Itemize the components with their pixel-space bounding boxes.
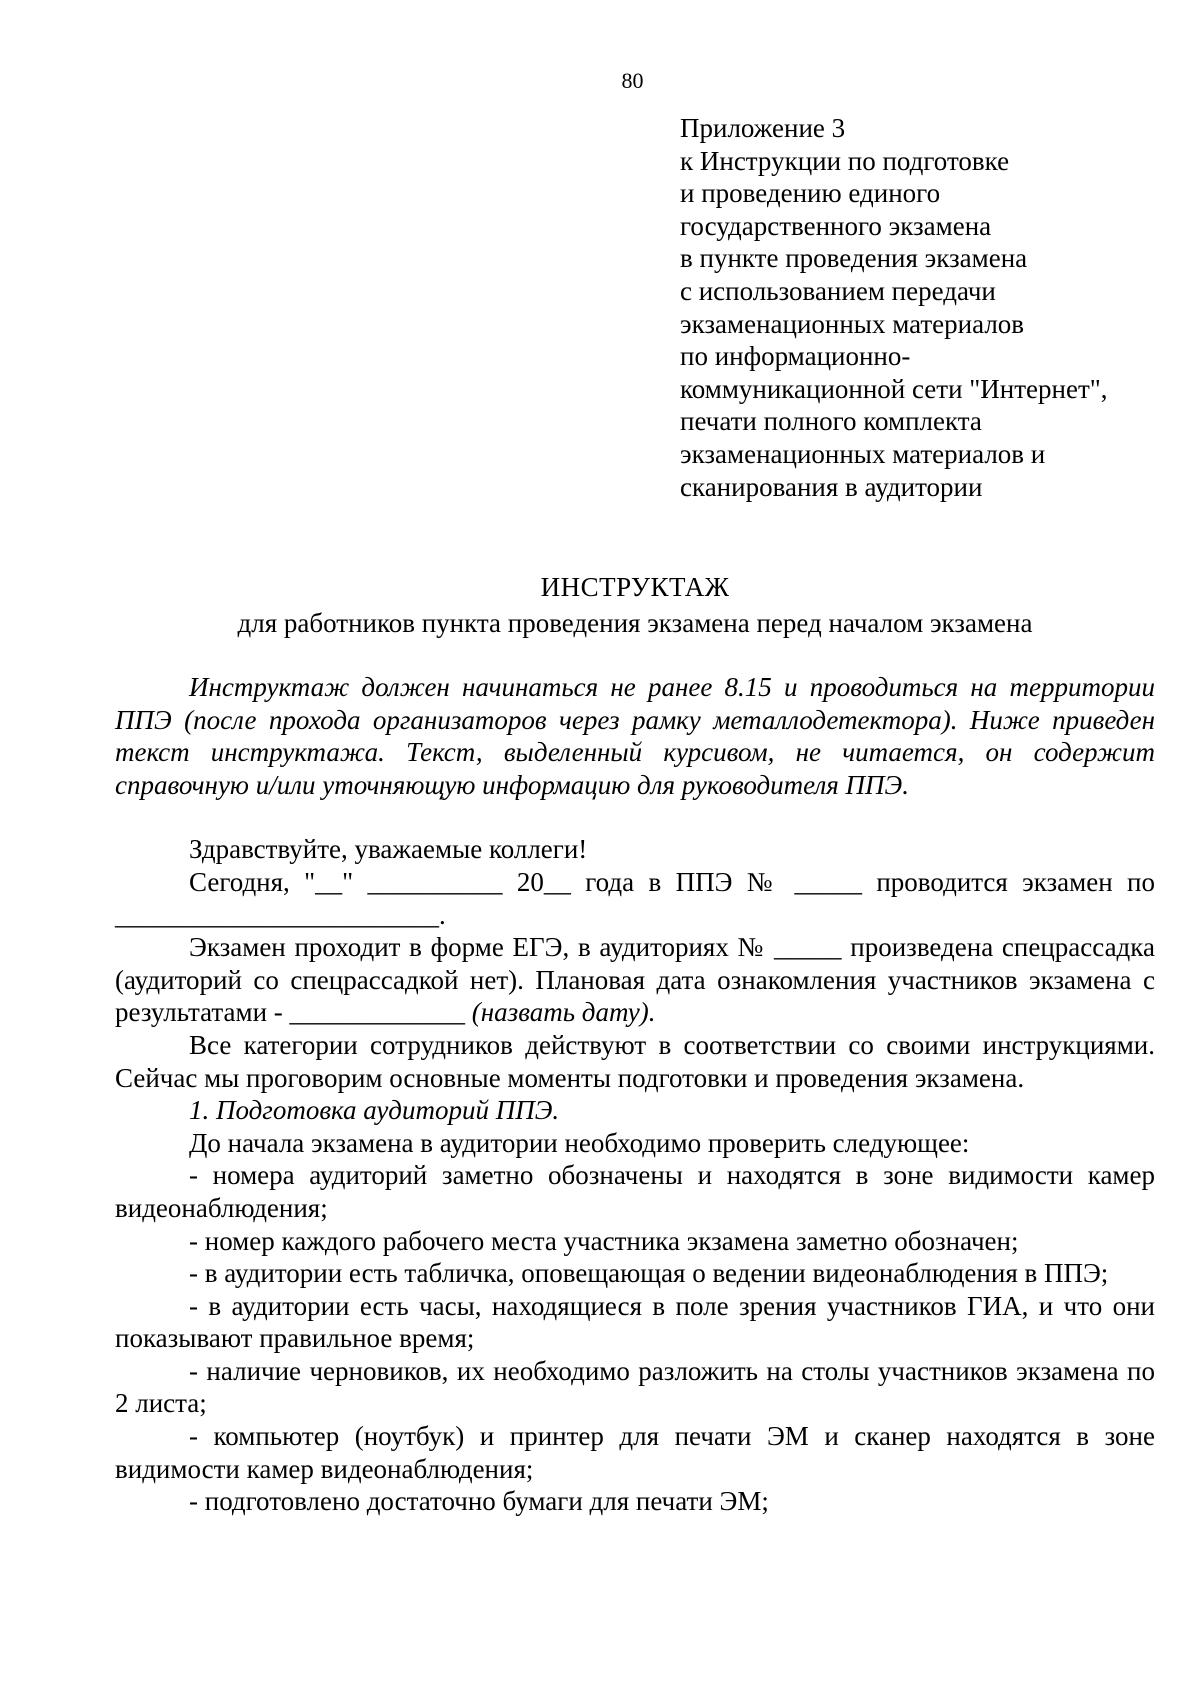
exam-form-italic: (назвать дату).	[471, 997, 656, 1028]
intro-note: Инструктаж должен начинаться не ранее 8.15 и проводиться на территории ППЭ (после прохода организаторов через рамку металлодетектора). Ниже приведен текст инструктажа. Текст, выделенный курсивом, не читается, он содержит справочную и/или уточняющую информацию для руководителя ППЭ.	[115, 672, 1155, 800]
exam-form-paragraph	[115, 931, 1155, 1029]
checklist-item: - в аудитории есть часы, находящиеся в поле зрения участников ГИА, и что они показывают правильное время;	[115, 1290, 1155, 1354]
page-number: 80	[621, 68, 644, 93]
appendix-line: с использованием передачи	[680, 275, 996, 306]
checklist-item: - в аудитории есть табличка, оповещающая о ведении видеонаблюдения в ППЭ;	[189, 1258, 1109, 1289]
appendix-line: Приложение 3	[680, 113, 846, 143]
checklist-item: - подготовлено достаточно бумаги для печати ЭМ;	[189, 1486, 769, 1517]
appendix-line: в пункте проведения экзамена	[680, 243, 1028, 274]
section-heading: 1. Подготовка аудиторий ППЭ.	[189, 1095, 560, 1126]
appendix-line: экзаменационных материалов и	[680, 438, 1046, 469]
check-intro: До начала экзамена в аудитории необходимо проверить следующее:	[189, 1127, 970, 1158]
document-subtitle: для работников пункта проведения экзамена перед началом экзамена	[237, 608, 1033, 638]
categories-paragraph: Все категории сотрудников действуют в соответствии со своими инструкциями. Сейчас мы проговорим основные моменты подготовки и проведения экзамена.	[115, 1029, 1155, 1093]
appendix-line: экзаменационных материалов	[680, 308, 1025, 339]
today-paragraph: Сегодня, "__" __________ 20__ года в ППЭ № _____ проводится экзамен по ________________________.	[115, 866, 1155, 930]
checklist-item: - компьютер (ноутбук) и принтер для печати ЭМ и сканер находятся в зоне видимости камер видеонаблюдения;	[115, 1421, 1155, 1484]
checklist-item: - номера аудиторий заметно обозначены и находятся в зоне видимости камер видеонаблюдения;	[115, 1160, 1155, 1223]
appendix-line: сканирования в аудитории	[680, 471, 983, 502]
exam-form-text: Экзамен проходит в форме ЕГЭ, в аудиториях № _____ произведена спецрассадка (аудиторий со спецрассадкой нет). Плановая дата ознакомления участников экзамена с результатами - _____________	[115, 932, 1155, 1028]
checklist-item: - номер каждого рабочего места участника экзамена заметно обозначен;	[189, 1225, 1019, 1256]
appendix-line: коммуникационной сети "Интернет",	[680, 373, 1108, 404]
appendix-line: по информационно-	[680, 341, 911, 372]
greeting-paragraph: Здравствуйте, уважаемые коллеги!	[189, 834, 588, 865]
document-body	[115, 671, 1155, 1518]
document-title: ИНСТРУКТАЖ	[540, 572, 730, 602]
appendix-line: государственного экзамена	[680, 210, 992, 241]
appendix-line: печати полного комплекта	[680, 406, 982, 437]
checklist-item: - наличие черновиков, их необходимо разложить на столы участников экзамена по 2 листа;	[115, 1355, 1155, 1419]
appendix-line: к Инструкции по подготовке	[680, 145, 1010, 176]
appendix-header	[680, 112, 1108, 503]
appendix-line: и проведению единого	[680, 178, 941, 209]
